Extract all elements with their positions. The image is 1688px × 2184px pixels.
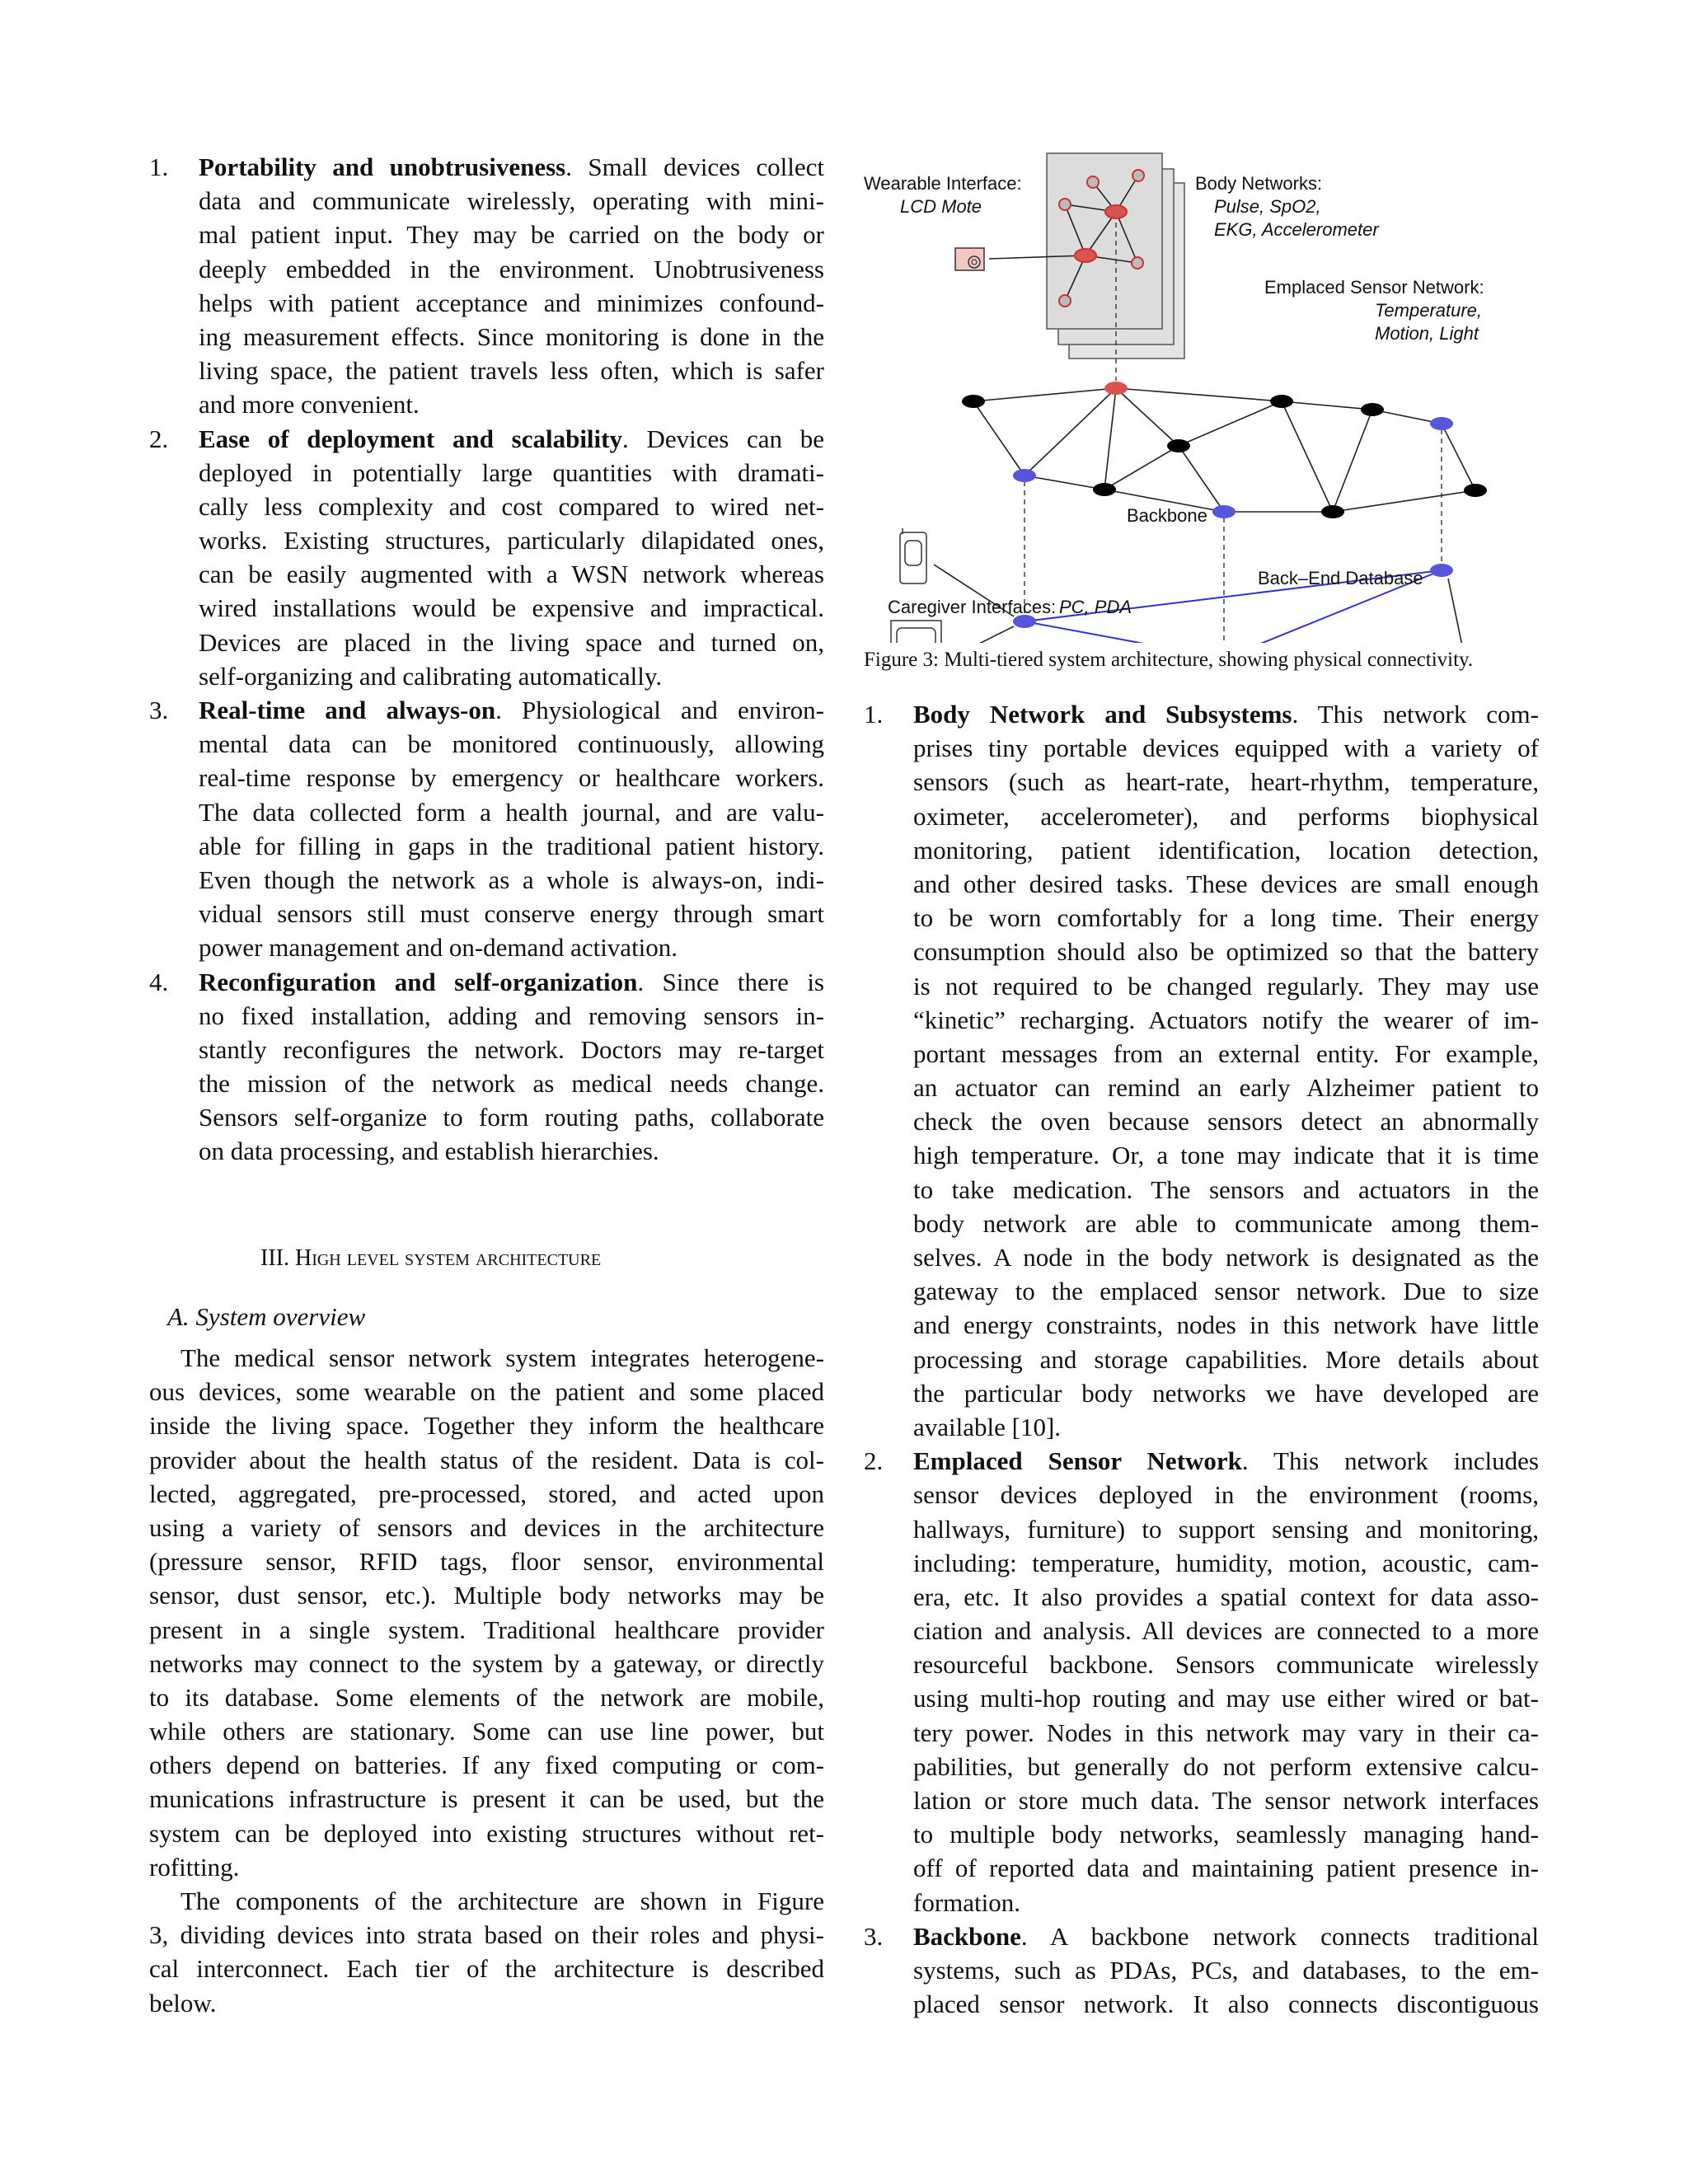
text-line	[913, 1919, 1539, 1953]
item-term: Ease of deployment and scalability	[199, 424, 622, 453]
item-number: 3.	[149, 696, 169, 724]
text-line: monitoring, patient identification, location detection,	[913, 835, 1539, 865]
text-line: living space, the patient travels less often, which is safer	[199, 356, 824, 386]
label-emplaced-types-2: Motion, Light	[1375, 323, 1479, 344]
text-line: off of reported data and maintaining patient presence in-	[913, 1854, 1539, 1883]
text-line: stantly reconfigures the network. Doctors may re-target	[199, 1034, 824, 1064]
item-number: 1.	[864, 700, 884, 729]
right-numbered-list	[864, 697, 1539, 2021]
item-text: . A backbone network connects traditional	[1020, 1921, 1539, 1951]
text-line: to multiple body networks, seamlessly managing hand-	[913, 1820, 1539, 1849]
item-text: . This network includes	[1241, 1446, 1539, 1476]
text-line: processing and storage capabilities. More details about	[913, 1344, 1539, 1374]
text-line: on data processing, and establish hierarchies.	[199, 1137, 659, 1166]
list-item	[864, 1444, 1539, 1919]
architecture-figure	[857, 140, 1533, 643]
text-line: using multi-hop routing and may use either wired or bat-	[913, 1684, 1539, 1713]
text-line: munications infrastructure is present it can be used, but the	[149, 1784, 824, 1814]
text-line: self-organizing and calibrating automatically.	[199, 661, 663, 691]
text-line: The components of the architecture are shown in Figure	[181, 1886, 824, 1915]
text-line: and energy constraints, nodes in this network have little	[913, 1310, 1539, 1340]
section-heading: III. High level system architecture	[260, 1245, 602, 1271]
pc-icon	[887, 621, 946, 643]
text-line: resourceful backbone. Sensors communicate wirelessly	[913, 1650, 1539, 1680]
label-body-types-2: EKG, Accelerometer	[1214, 219, 1379, 240]
text-line: the particular body networks we have developed are	[913, 1378, 1539, 1408]
text-line: ciation and analysis. All devices are connected to a more	[913, 1616, 1539, 1646]
list-item	[149, 422, 824, 694]
text-line	[913, 1444, 1539, 1478]
item-term: Backbone	[913, 1921, 1021, 1951]
text-line: prises tiny portable devices equipped with a variety of	[913, 733, 1539, 763]
text-line: is not required to be changed regularly. They may use	[913, 971, 1539, 1001]
pda-icon	[900, 528, 926, 583]
paragraph	[149, 1884, 824, 2020]
text-line: an actuator can remind an early Alzheimer patient to	[913, 1073, 1539, 1103]
text-line: oximeter, accelerometer), and performs biophysical	[913, 801, 1539, 831]
text-line: tery power. Nodes in this network may vary in their ca-	[913, 1718, 1539, 1747]
label-caregiver: Caregiver Interfaces:	[888, 597, 1057, 617]
text-line: power management and on-demand activation.	[199, 933, 678, 963]
text-line: gateway to the emplaced sensor network. Due to size	[913, 1277, 1539, 1306]
text-line: pabilities, but generally do not perform extensive calcu-	[913, 1751, 1539, 1781]
text-line: including: temperature, humidity, motion, acoustic, cam-	[913, 1548, 1539, 1577]
text-line: provider about the health status of the resident. Data is col-	[149, 1445, 824, 1474]
text-line: and more convenient.	[199, 390, 420, 419]
text-line: can be easily augmented with a WSN network whereas	[199, 560, 824, 589]
text-line: Even though the network as a whole is always-on, indi-	[199, 865, 824, 894]
label-wearable: Wearable Interface:	[864, 173, 1022, 194]
list-item	[149, 150, 824, 422]
text-line: cal interconnect. Each tier of the architecture is described	[149, 1954, 824, 1984]
text-line: hallways, furniture) to support sensing and monitoring,	[913, 1514, 1539, 1544]
text-line: data and communicate wirelessly, operating with mini-	[199, 186, 824, 216]
text-line	[199, 422, 824, 456]
text-line: others depend on batteries. If any fixed computing or com-	[149, 1750, 824, 1780]
text-line: lected, aggregated, pre-processed, stored, and acted upon	[149, 1479, 824, 1508]
item-text: . This network com-	[1292, 700, 1539, 729]
text-line: sensors (such as heart-rate, heart-rhythm, temperature,	[913, 767, 1539, 797]
text-line	[913, 697, 1539, 731]
text-line: The data collected form a health journal, and are valu-	[199, 797, 824, 827]
label-backbone: Backbone	[1127, 505, 1207, 526]
item-text: . Physiological and environ-	[495, 696, 824, 724]
subsection-heading: A. System overview	[167, 1302, 366, 1331]
paragraph	[149, 1341, 824, 1884]
label-database: Back–End Database	[1258, 568, 1423, 588]
item-number: 4.	[149, 967, 169, 996]
text-line: to its database. Some elements of the network are mobile,	[149, 1682, 824, 1712]
text-line: wired installations would be expensive and impractical.	[199, 593, 824, 623]
lcd-mote-icon	[955, 248, 984, 270]
text-line: systems, such as PDAs, PCs, and databases, to the em-	[913, 1955, 1539, 1985]
text-line: the mission of the network as medical needs change.	[199, 1069, 824, 1099]
text-line: high temperature. Or, a tone may indicate that it is time	[913, 1141, 1539, 1170]
figure-caption: Figure 3: Multi-tiered system architecture, showing physical connectivity.	[864, 649, 1474, 671]
text-line: Sensors self-organize to form routing paths, collaborate	[199, 1103, 824, 1132]
label-caregiver-types: PC, PDA	[1059, 597, 1132, 617]
list-item	[149, 965, 824, 1169]
left-numbered-list	[149, 150, 824, 1169]
item-term: Body Network and Subsystems	[913, 700, 1292, 729]
label-emplaced: Emplaced Sensor Network:	[1264, 277, 1484, 298]
text-line: sensor, dust sensor, etc.). Multiple body networks may be	[149, 1581, 824, 1610]
list-item	[864, 697, 1539, 1444]
text-line: able for filling in gaps in the traditional patient history.	[199, 831, 824, 860]
text-line: using a variety of sensors and devices in the architecture	[149, 1512, 824, 1542]
text-line: “kinetic” recharging. Actuators notify the wearer of im-	[913, 1005, 1539, 1034]
text-line: consumption should also be optimized so that the battery	[913, 937, 1539, 967]
text-line: works. Existing structures, particularly dilapidated ones,	[199, 526, 824, 555]
text-line: to take medication. The sensors and actuators in the	[913, 1174, 1539, 1204]
text-line: below.	[149, 1988, 217, 2018]
text-line	[199, 965, 824, 999]
text-line	[199, 150, 824, 184]
text-line: inside the living space. Together they inform the healthcare	[149, 1411, 824, 1441]
text-line: present in a single system. Traditional healthcare provider	[149, 1615, 824, 1644]
text-line: body network are able to communicate among them-	[913, 1208, 1539, 1238]
text-line: portant messages from an external entity. For example,	[913, 1038, 1539, 1068]
item-term: Portability and unobtrusiveness	[199, 152, 566, 181]
text-line: 3, dividing devices into strata based on their roles and physi-	[149, 1920, 824, 1950]
list-item	[149, 693, 824, 965]
text-line: networks may connect to the system by a gateway, or directly	[149, 1648, 824, 1678]
text-line: rofitting.	[149, 1852, 240, 1882]
emplaced-links	[973, 388, 1475, 512]
text-line: (pressure sensor, RFID tags, floor sensor, environmental	[149, 1547, 824, 1577]
text-line	[199, 693, 824, 727]
text-line: formation.	[913, 1887, 1020, 1917]
item-text: . Small devices collect	[565, 152, 824, 181]
text-line: deployed in potentially large quantities with dramati-	[199, 457, 824, 487]
text-line: deeply embedded in the environment. Unobtrusiveness	[199, 254, 824, 284]
item-number: 2.	[149, 424, 169, 453]
item-text: . Since there is	[637, 967, 824, 996]
text-line: selves. A node in the body network is designated as the	[913, 1243, 1539, 1272]
item-text: . Devices can be	[621, 424, 824, 453]
text-line: mal patient input. They may be carried on the body or	[199, 220, 824, 250]
label-body-types-1: Pulse, SpO2,	[1214, 196, 1321, 217]
item-number: 3.	[864, 1921, 884, 1951]
label-emplaced-types-1: Temperature,	[1375, 300, 1483, 321]
item-term: Emplaced Sensor Network	[913, 1446, 1242, 1476]
text-line: to be worn comfortably for a long time. Their energy	[913, 903, 1539, 933]
text-line: while others are stationary. Some can use line power, but	[149, 1717, 824, 1746]
text-line: sensor devices deployed in the environment (rooms,	[913, 1480, 1539, 1510]
overview-text	[149, 1341, 824, 2020]
text-line: Devices are placed in the living space and turned on,	[199, 627, 824, 657]
label-body-networks: Body Networks:	[1195, 173, 1323, 194]
text-line: cally less complexity and cost compared to wired net-	[199, 491, 824, 521]
text-line: lation or store much data. The sensor network interfaces	[913, 1786, 1539, 1815]
text-line: no fixed installation, adding and removing sensors in-	[199, 1001, 824, 1030]
item-term: Real-time and always-on	[199, 696, 496, 724]
text-line: available [10].	[913, 1412, 1062, 1441]
emplaced-nodes	[962, 382, 1487, 518]
text-line: mental data can be monitored continuously, allowing	[199, 729, 824, 759]
item-number: 2.	[864, 1446, 884, 1476]
text-line: and other desired tasks. These devices are small enough	[913, 869, 1539, 898]
text-line: vidual sensors still must conserve energy through smart	[199, 899, 824, 929]
text-line: system can be deployed into existing structures without ret-	[149, 1818, 824, 1848]
item-number: 1.	[149, 152, 169, 181]
text-line: placed sensor network. It also connects discontiguous	[913, 1990, 1539, 2019]
label-lcd-mote: LCD Mote	[900, 196, 982, 217]
text-line: ing measurement effects. Since monitoring is done in the	[199, 321, 824, 351]
text-line: era, etc. It also provides a spatial context for data asso-	[913, 1582, 1539, 1611]
text-line: check the oven because sensors detect an abnormally	[913, 1107, 1539, 1137]
list-item	[864, 1919, 1539, 2022]
item-term: Reconfiguration and self-organization	[199, 967, 638, 996]
text-line: real-time response by emergency or healthcare workers.	[199, 763, 824, 793]
text-line: ous devices, some wearable on the patient and some placed	[149, 1377, 824, 1407]
text-line: The medical sensor network system integrates heterogene-	[181, 1343, 824, 1372]
text-line: helps with patient acceptance and minimizes confound-	[199, 288, 824, 317]
